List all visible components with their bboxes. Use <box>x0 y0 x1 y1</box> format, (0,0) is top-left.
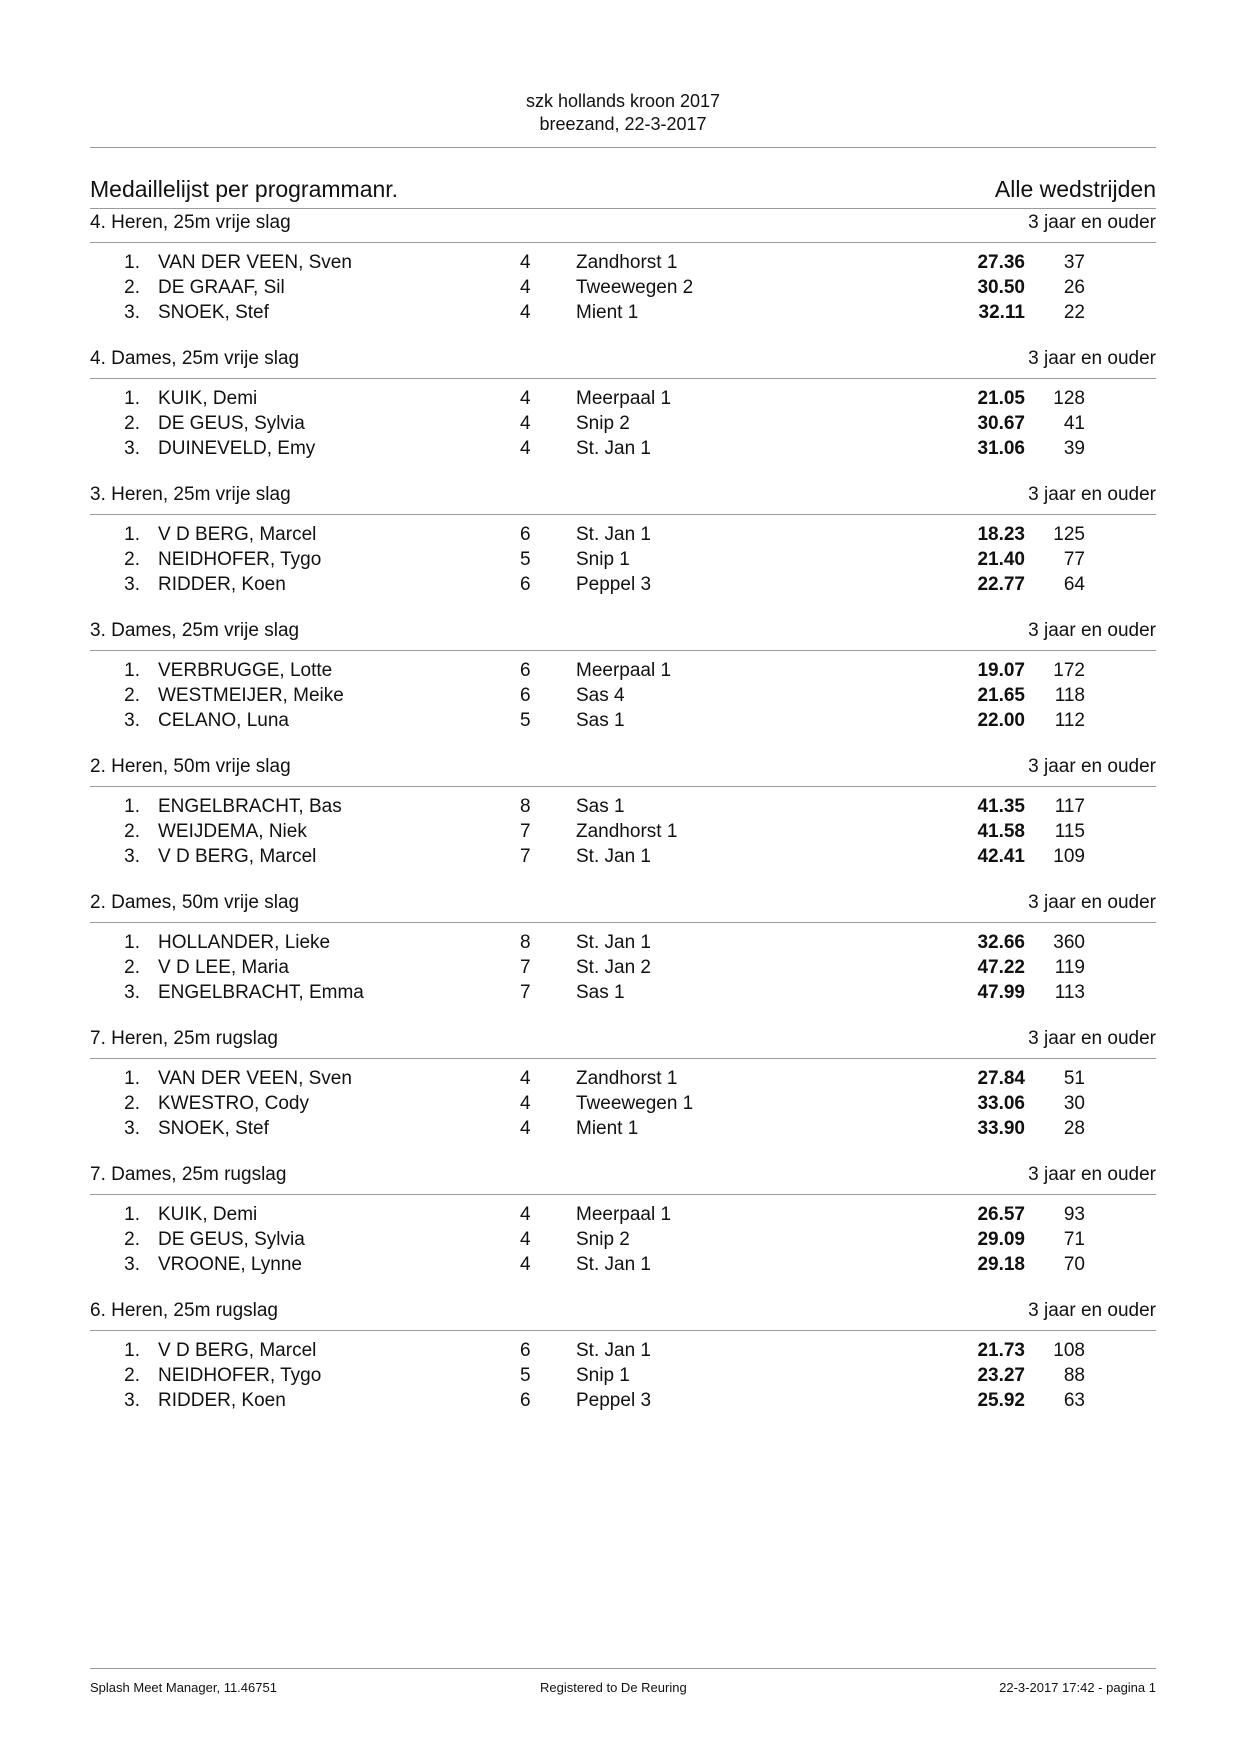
swimmer-age: 6 <box>520 574 531 595</box>
event-block <box>90 210 1156 350</box>
result-place: 1. <box>124 252 140 273</box>
swimmer-age: 4 <box>520 438 531 459</box>
result-time: 29.18 <box>977 1254 1025 1275</box>
result-time: 21.40 <box>977 549 1025 570</box>
swimmer-club: St. Jan 1 <box>576 438 651 459</box>
result-rows <box>90 386 1156 461</box>
result-row <box>90 819 1156 844</box>
result-points: 115 <box>1054 821 1085 842</box>
result-place: 3. <box>124 846 140 867</box>
swimmer-name: V D LEE, Maria <box>158 957 289 978</box>
event-title: 7. Heren, 25m rugslag <box>90 1028 278 1049</box>
result-place: 1. <box>124 1204 140 1225</box>
result-place: 3. <box>124 1118 140 1139</box>
result-place: 2. <box>124 1229 140 1250</box>
result-points: 119 <box>1054 957 1085 978</box>
swimmer-name: RIDDER, Koen <box>158 574 286 595</box>
event-divider <box>90 1194 1156 1195</box>
result-place: 3. <box>124 574 140 595</box>
result-points: 77 <box>1063 549 1085 570</box>
swimmer-club: Snip 2 <box>576 413 630 434</box>
result-place: 2. <box>124 277 140 298</box>
footer-software: Splash Meet Manager, 11.46751 <box>90 1680 277 1695</box>
swimmer-age: 6 <box>520 685 531 706</box>
result-points: 93 <box>1063 1204 1085 1225</box>
footer-registration: Registered to De Reuring <box>540 1680 687 1695</box>
result-points: 28 <box>1063 1118 1085 1139</box>
result-row <box>90 1388 1156 1413</box>
swimmer-name: DE GEUS, Sylvia <box>158 1229 305 1250</box>
swimmer-club: Tweewegen 1 <box>576 1093 694 1114</box>
list-scope: Alle wedstrijden <box>994 176 1156 202</box>
swimmer-name: KWESTRO, Cody <box>158 1093 309 1114</box>
meet-location-date: breezand, 22-3-2017 <box>539 114 707 134</box>
swimmer-club: Snip 1 <box>576 1365 630 1386</box>
result-points: 37 <box>1063 252 1085 273</box>
result-time: 22.00 <box>977 710 1025 731</box>
result-points: 71 <box>1063 1229 1085 1250</box>
swimmer-age: 4 <box>520 1254 531 1275</box>
result-row <box>90 1338 1156 1363</box>
result-points: 51 <box>1063 1068 1085 1089</box>
result-row <box>90 955 1156 980</box>
swimmer-club: St. Jan 1 <box>576 524 651 545</box>
event-title: 7. Dames, 25m rugslag <box>90 1164 287 1185</box>
swimmer-age: 4 <box>520 1068 531 1089</box>
swimmer-club: Mient 1 <box>576 1118 639 1139</box>
result-place: 3. <box>124 302 140 323</box>
result-row <box>90 1066 1156 1091</box>
result-row <box>90 708 1156 733</box>
event-block <box>90 1162 1156 1302</box>
swimmer-name: VAN DER VEEN, Sven <box>158 1068 352 1089</box>
swimmer-name: VERBRUGGE, Lotte <box>158 660 333 681</box>
event-divider <box>90 1330 1156 1331</box>
swimmer-club: Peppel 3 <box>576 574 652 595</box>
result-time: 25.92 <box>977 1390 1025 1411</box>
event-block <box>90 890 1156 1030</box>
swimmer-club: St. Jan 2 <box>576 957 651 978</box>
result-rows <box>90 794 1156 869</box>
result-place: 2. <box>124 413 140 434</box>
result-time: 23.27 <box>977 1365 1025 1386</box>
event-block <box>90 346 1156 486</box>
result-row <box>90 794 1156 819</box>
swimmer-club: Sas 1 <box>576 710 625 731</box>
event-age-group: 3 jaar en ouder <box>1028 484 1156 505</box>
swimmer-age: 7 <box>520 982 531 1003</box>
swimmer-age: 4 <box>520 1204 531 1225</box>
result-time: 30.50 <box>977 277 1025 298</box>
result-points: 64 <box>1063 574 1085 595</box>
result-place: 3. <box>124 438 140 459</box>
result-rows <box>90 1338 1156 1413</box>
result-time: 26.57 <box>977 1204 1025 1225</box>
result-points: 112 <box>1054 710 1085 731</box>
result-time: 22.77 <box>977 574 1025 595</box>
swimmer-age: 4 <box>520 413 531 434</box>
result-place: 3. <box>124 1390 140 1411</box>
result-time: 47.99 <box>977 982 1025 1003</box>
event-divider <box>90 1058 1156 1059</box>
meet-header <box>90 90 1156 136</box>
swimmer-name: NEIDHOFER, Tygo <box>158 549 322 570</box>
result-points: 128 <box>1053 388 1085 409</box>
result-points: 125 <box>1053 524 1085 545</box>
swimmer-club: Zandhorst 1 <box>576 1068 678 1089</box>
result-row <box>90 683 1156 708</box>
result-place: 2. <box>124 821 140 842</box>
event-divider <box>90 514 1156 515</box>
swimmer-age: 5 <box>520 549 531 570</box>
meet-title: szk hollands kroon 2017 <box>525 91 721 111</box>
event-header <box>90 1026 1156 1052</box>
swimmer-club: Meerpaal 1 <box>576 388 672 409</box>
result-time: 33.90 <box>977 1118 1025 1139</box>
result-rows <box>90 522 1156 597</box>
result-row <box>90 275 1156 300</box>
swimmer-age: 6 <box>520 1340 531 1361</box>
swimmer-club: St. Jan 1 <box>576 1254 651 1275</box>
result-time: 29.09 <box>977 1229 1025 1250</box>
swimmer-name: SNOEK, Stef <box>158 1118 269 1139</box>
result-points: 22 <box>1063 302 1085 323</box>
result-row <box>90 572 1156 597</box>
result-time: 42.41 <box>977 846 1025 867</box>
result-place: 3. <box>124 710 140 731</box>
swimmer-age: 4 <box>520 1229 531 1250</box>
result-points: 109 <box>1053 846 1085 867</box>
swimmer-name: V D BERG, Marcel <box>158 1340 317 1361</box>
event-age-group: 3 jaar en ouder <box>1028 892 1156 913</box>
event-title: 2. Heren, 50m vrije slag <box>90 756 291 777</box>
swimmer-club: St. Jan 1 <box>576 1340 651 1361</box>
swimmer-age: 5 <box>520 1365 531 1386</box>
event-header <box>90 482 1156 508</box>
event-header <box>90 754 1156 780</box>
event-title: 4. Heren, 25m vrije slag <box>90 212 291 233</box>
swimmer-name: DE GRAAF, Sil <box>158 277 285 298</box>
event-header <box>90 890 1156 916</box>
swimmer-age: 6 <box>520 1390 531 1411</box>
result-time: 41.35 <box>977 796 1025 817</box>
swimmer-name: ENGELBRACHT, Emma <box>158 982 364 1003</box>
swimmer-name: HOLLANDER, Lieke <box>158 932 331 953</box>
swimmer-name: KUIK, Demi <box>158 388 258 409</box>
swimmer-age: 6 <box>520 660 531 681</box>
result-time: 47.22 <box>977 957 1025 978</box>
result-points: 30 <box>1063 1093 1085 1114</box>
event-divider <box>90 786 1156 787</box>
result-points: 360 <box>1053 932 1085 953</box>
swimmer-club: Meerpaal 1 <box>576 1204 672 1225</box>
event-title: 2. Dames, 50m vrije slag <box>90 892 300 913</box>
swimmer-age: 4 <box>520 1093 531 1114</box>
result-place: 2. <box>124 1093 140 1114</box>
swimmer-club: Snip 1 <box>576 549 630 570</box>
result-points: 108 <box>1053 1340 1085 1361</box>
result-row <box>90 300 1156 325</box>
event-age-group: 3 jaar en ouder <box>1028 620 1156 641</box>
result-points: 63 <box>1063 1390 1085 1411</box>
event-block <box>90 482 1156 622</box>
swimmer-club: Sas 4 <box>576 685 625 706</box>
result-time: 32.11 <box>978 302 1025 323</box>
result-place: 1. <box>124 1068 140 1089</box>
result-points: 39 <box>1063 438 1085 459</box>
event-age-group: 3 jaar en ouder <box>1028 212 1156 233</box>
result-points: 117 <box>1054 796 1085 817</box>
result-row <box>90 436 1156 461</box>
event-divider <box>90 378 1156 379</box>
swimmer-name: ENGELBRACHT, Bas <box>158 796 342 817</box>
result-time: 33.06 <box>977 1093 1025 1114</box>
result-row <box>90 1227 1156 1252</box>
result-place: 2. <box>124 957 140 978</box>
event-divider <box>90 650 1156 651</box>
swimmer-name: RIDDER, Koen <box>158 1390 286 1411</box>
event-block <box>90 618 1156 758</box>
swimmer-club: Mient 1 <box>576 302 639 323</box>
swimmer-club: Zandhorst 1 <box>576 252 678 273</box>
swimmer-age: 7 <box>520 957 531 978</box>
result-row <box>90 386 1156 411</box>
swimmer-age: 4 <box>520 388 531 409</box>
swimmer-name: DUINEVELD, Emy <box>158 438 316 459</box>
event-title: 3. Heren, 25m vrije slag <box>90 484 291 505</box>
swimmer-name: V D BERG, Marcel <box>158 524 317 545</box>
event-title: 6. Heren, 25m rugslag <box>90 1300 278 1321</box>
swimmer-age: 4 <box>520 252 531 273</box>
result-row <box>90 547 1156 572</box>
result-time: 27.36 <box>977 252 1025 273</box>
swimmer-name: V D BERG, Marcel <box>158 846 317 867</box>
swimmer-age: 7 <box>520 846 531 867</box>
result-time: 32.66 <box>977 932 1025 953</box>
swimmer-age: 4 <box>520 277 531 298</box>
result-rows <box>90 250 1156 325</box>
result-row <box>90 1252 1156 1277</box>
result-place: 2. <box>124 1365 140 1386</box>
result-rows <box>90 930 1156 1005</box>
result-points: 41 <box>1063 413 1085 434</box>
event-header <box>90 1162 1156 1188</box>
swimmer-name: KUIK, Demi <box>158 1204 258 1225</box>
result-row <box>90 411 1156 436</box>
event-title: 3. Dames, 25m vrije slag <box>90 620 300 641</box>
result-row <box>90 980 1156 1005</box>
swimmer-name: DE GEUS, Sylvia <box>158 413 305 434</box>
header-divider <box>90 147 1156 148</box>
swimmer-club: St. Jan 1 <box>576 846 651 867</box>
swimmer-age: 8 <box>520 796 531 817</box>
swimmer-club: Sas 1 <box>576 796 625 817</box>
event-divider <box>90 922 1156 923</box>
event-header <box>90 346 1156 372</box>
result-row <box>90 930 1156 955</box>
swimmer-age: 4 <box>520 1118 531 1139</box>
result-row <box>90 844 1156 869</box>
swimmer-club: Sas 1 <box>576 982 625 1003</box>
result-row <box>90 658 1156 683</box>
swimmer-name: VAN DER VEEN, Sven <box>158 252 352 273</box>
swimmer-club: Meerpaal 1 <box>576 660 672 681</box>
result-place: 1. <box>124 796 140 817</box>
result-time: 21.73 <box>977 1340 1025 1361</box>
result-place: 1. <box>124 388 140 409</box>
swimmer-club: Peppel 3 <box>576 1390 652 1411</box>
event-block <box>90 1026 1156 1166</box>
swimmer-club: Zandhorst 1 <box>576 821 678 842</box>
result-row <box>90 1363 1156 1388</box>
swimmer-name: NEIDHOFER, Tygo <box>158 1365 322 1386</box>
result-row <box>90 522 1156 547</box>
result-time: 27.84 <box>977 1068 1025 1089</box>
footer-divider <box>90 1668 1156 1669</box>
swimmer-name: VROONE, Lynne <box>158 1254 302 1275</box>
result-points: 70 <box>1063 1254 1085 1275</box>
result-time: 31.06 <box>977 438 1025 459</box>
event-age-group: 3 jaar en ouder <box>1028 348 1156 369</box>
result-row <box>90 1091 1156 1116</box>
result-place: 1. <box>124 524 140 545</box>
swimmer-club: Tweewegen 2 <box>576 277 694 298</box>
event-block <box>90 1298 1156 1438</box>
result-points: 113 <box>1054 982 1085 1003</box>
result-time: 21.65 <box>977 685 1025 706</box>
swimmer-name: CELANO, Luna <box>158 710 289 731</box>
result-points: 118 <box>1054 685 1085 706</box>
result-place: 3. <box>124 982 140 1003</box>
swimmer-age: 5 <box>520 710 531 731</box>
event-header <box>90 618 1156 644</box>
swimmer-age: 6 <box>520 524 531 545</box>
swimmer-name: WESTMEIJER, Meike <box>158 685 344 706</box>
result-row <box>90 250 1156 275</box>
result-row <box>90 1116 1156 1141</box>
result-time: 19.07 <box>977 660 1025 681</box>
swimmer-name: WEIJDEMA, Niek <box>158 821 307 842</box>
footer-timestamp-page: 22-3-2017 17:42 - pagina 1 <box>999 1680 1156 1695</box>
result-rows <box>90 658 1156 733</box>
result-place: 1. <box>124 1340 140 1361</box>
result-place: 3. <box>124 1254 140 1275</box>
event-divider <box>90 242 1156 243</box>
list-divider <box>90 208 1156 209</box>
swimmer-age: 7 <box>520 821 531 842</box>
result-place: 2. <box>124 549 140 570</box>
result-rows <box>90 1066 1156 1141</box>
swimmer-club: Snip 2 <box>576 1229 630 1250</box>
result-place: 1. <box>124 660 140 681</box>
event-age-group: 3 jaar en ouder <box>1028 1028 1156 1049</box>
result-time: 41.58 <box>977 821 1025 842</box>
event-age-group: 3 jaar en ouder <box>1028 756 1156 777</box>
result-points: 26 <box>1063 277 1085 298</box>
swimmer-club: St. Jan 1 <box>576 932 651 953</box>
result-points: 88 <box>1063 1365 1085 1386</box>
result-rows <box>90 1202 1156 1277</box>
result-time: 18.23 <box>977 524 1025 545</box>
result-row <box>90 1202 1156 1227</box>
event-header <box>90 210 1156 236</box>
swimmer-age: 4 <box>520 302 531 323</box>
swimmer-age: 8 <box>520 932 531 953</box>
event-header <box>90 1298 1156 1324</box>
event-age-group: 3 jaar en ouder <box>1028 1300 1156 1321</box>
list-title: Medaillelijst per programmanr. <box>90 176 399 202</box>
result-points: 172 <box>1053 660 1085 681</box>
result-time: 21.05 <box>977 388 1025 409</box>
event-title: 4. Dames, 25m vrije slag <box>90 348 300 369</box>
result-time: 30.67 <box>977 413 1025 434</box>
result-place: 1. <box>124 932 140 953</box>
event-block <box>90 754 1156 894</box>
event-age-group: 3 jaar en ouder <box>1028 1164 1156 1185</box>
result-place: 2. <box>124 685 140 706</box>
swimmer-name: SNOEK, Stef <box>158 302 269 323</box>
